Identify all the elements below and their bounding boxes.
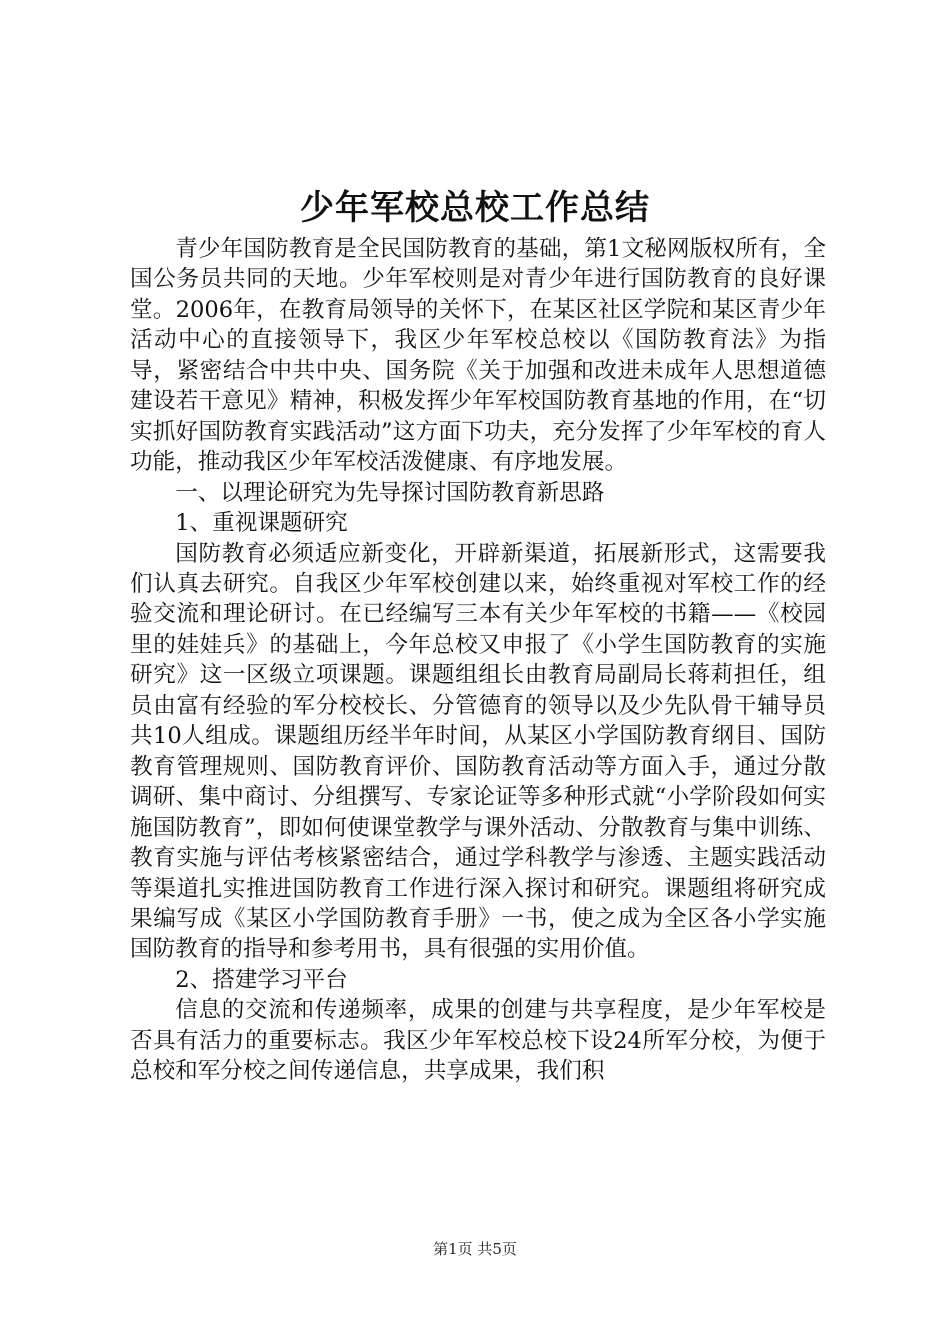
paragraph-research: 国防教育必须适应新变化，开辟新渠道，拓展新形式，这需要我们认真去研究。自我区少年军校创建以来，始终重视对军校工作的经验交流和理论研讨。在已经编写三本有关少年军校的书籍——《校园里的娃娃兵》的基础上，今年总校又申报了《小学生国防教育的实施研究》这一区级立项课题。课题组组长由教育局副局长蒋莉担任，组员由富有经验的军分校校长、分管德育的领导以及少先队骨干辅导员共10人组成。课题组历经半年时间，从某区小学国防教育纲目、国防教育管理规则、国防教育评价、国防教育活动等方面入手，通过分散调研、集中商讨、分组撰写、专家论证等多种形式就“小学阶段如何实施国防教育”，即如何使课堂教学与课外活动、分散教育与集中训练、教育实施与评估考核紧密结合，通过学科教学与渗透、主题实践活动等渠道扎实推进国防教育工作进行深入探讨和研究。课题组将研究成果编写成《某区小学国防教育手册》一书，使之成为全区各小学实施国防教育的指导和参考用书，具有很强的实用价值。 — [130, 540, 826, 963]
document-title: 少年军校总校工作总结 — [300, 188, 650, 228]
subsection-heading-2: 2、搭建学习平台 — [175, 966, 348, 993]
paragraph-platform: 信息的交流和传递频率，成果的创建与共享程度，是少年军校是否具有活力的重要标志。我区少年军校总校下设24所军分校，为便于总校和军分校之间传递信息，共享成果，我们积 — [130, 997, 826, 1085]
paragraph-intro: 青少年国防教育是全民国防教育的基础，第1文秘网版权所有，全国公务员共同的天地。少年军校则是对青少年进行国防教育的良好课堂。2006年，在教育局领导的关怀下，在某区社区学院和某区青少年活动中心的直接领导下，我区少年军校总校以《国防教育法》为指导，紧密结合中共中央、国务院《关于加强和改进未成年人思想道德建设若干意见》精神，积极发挥少年军校国防教育基地的作用，在“切实抓好国防教育实践活动”这方面下功夫，充分发挥了少年军校的育人功能，推动我区少年军校活泼健康、有序地发展。 — [130, 236, 826, 476]
section-heading-1: 一、以理论研究为先导探讨国防教育新思路 — [175, 479, 605, 506]
subsection-heading-1: 1、重视课题研究 — [175, 510, 348, 537]
document-body — [130, 234, 826, 1087]
page-footer: 第1页 共5页 — [433, 1240, 517, 1258]
